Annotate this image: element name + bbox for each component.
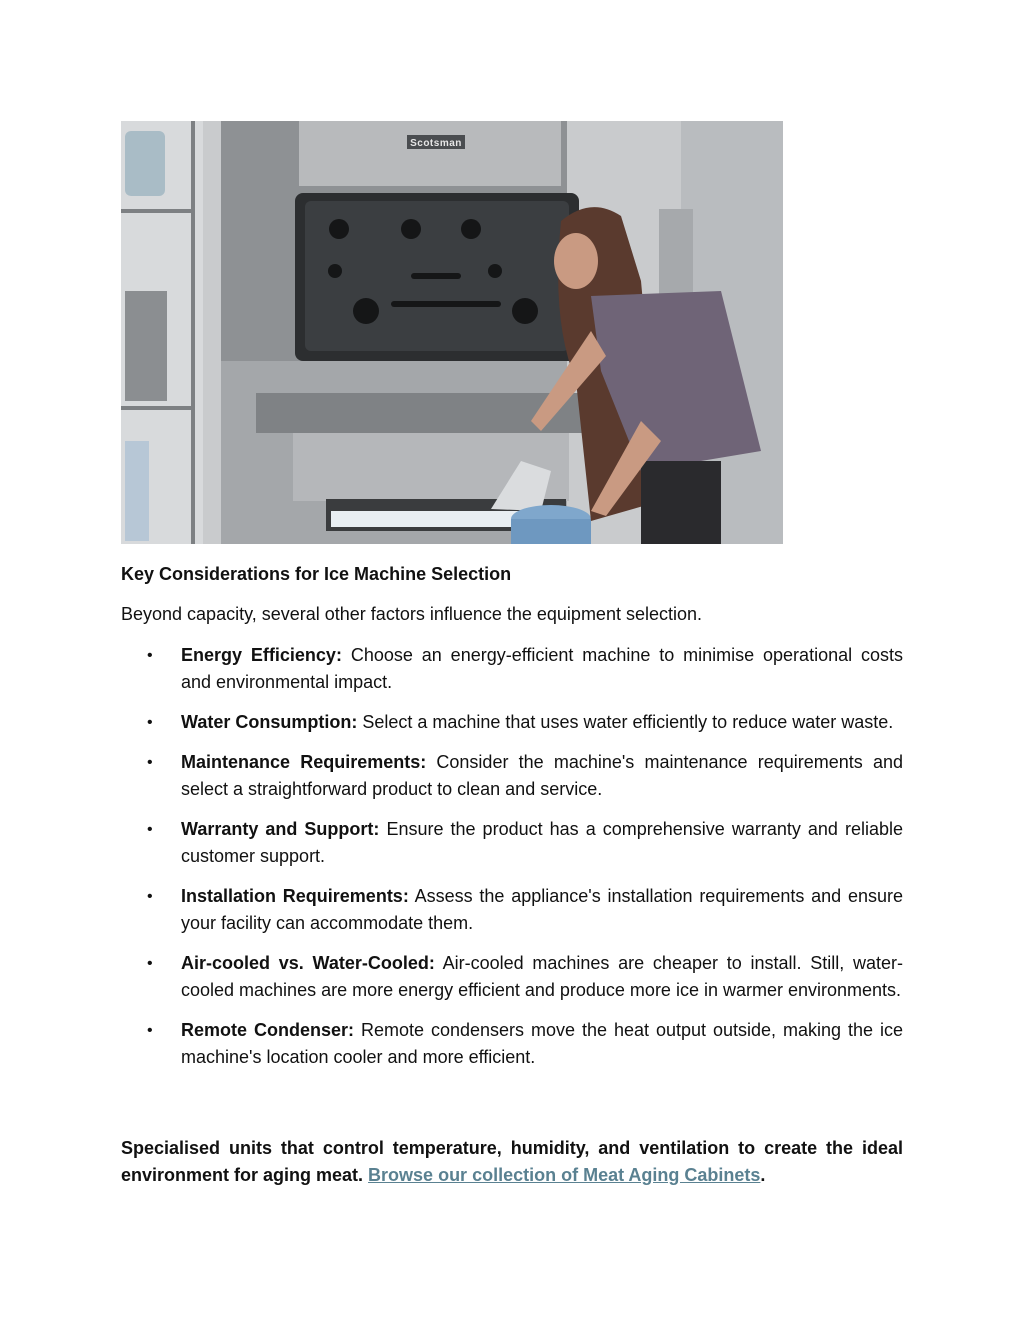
intro-paragraph: Beyond capacity, several other factors influence the equipment selection. [121, 604, 703, 624]
list-item [121, 749, 903, 803]
bullet-icon: • [147, 714, 153, 731]
bullet-icon: • [147, 821, 153, 838]
item-text: Choose an energy-efficient machine to minimise operational costs and environmental impact. [181, 645, 903, 692]
bullet-icon: • [147, 1022, 153, 1039]
section-heading: Key Considerations for Ice Machine Selection [121, 564, 512, 584]
list-item [121, 709, 903, 736]
list-item [121, 883, 903, 937]
item-term: Air-cooled vs. Water-Cooled: [181, 953, 435, 973]
item-term: Installation Requirements: [181, 886, 409, 906]
item-text: Assess the appliance's installation requirements and ensure your facility can accommodate them. [181, 886, 903, 933]
closing-text: Specialised units that control temperature, humidity, and ventilation to create the ideal environment for aging meat. [121, 1138, 903, 1185]
bullet-icon: • [147, 754, 153, 771]
list-item [121, 642, 903, 696]
scotsman-logo: Scotsman [410, 138, 462, 149]
closing-paragraph [121, 1135, 903, 1189]
bullet-icon: • [147, 888, 153, 905]
list-item [121, 1017, 903, 1071]
item-text: Select a machine that uses water efficiently to reduce water waste. [357, 712, 894, 732]
item-text: Consider the machine's maintenance requirements and select a straightforward product to clean and service. [181, 752, 903, 799]
item-term: Warranty and Support: [181, 819, 380, 839]
meat-aging-cabinets-link[interactable]: Browse our collection of Meat Aging Cabinets [368, 1165, 761, 1185]
bullet-icon: • [147, 647, 153, 664]
item-term: Energy Efficiency: [181, 645, 342, 665]
ice-machine-photo [121, 121, 783, 544]
item-text: Ensure the product has a comprehensive warranty and reliable customer support. [181, 819, 903, 866]
considerations-list [121, 642, 903, 1084]
item-term: Water Consumption: [181, 712, 358, 732]
closing-period: . [760, 1165, 766, 1185]
bullet-icon: • [147, 955, 153, 972]
item-term: Maintenance Requirements: [181, 752, 427, 772]
list-item [121, 950, 903, 1004]
list-item [121, 816, 903, 870]
item-text: Air-cooled machines are cheaper to install. Still, water-cooled machines are more energy efficient and produce more ice in warmer environments. [181, 953, 904, 1000]
item-text: Remote condensers move the heat output outside, making the ice machine's location cooler and more efficient. [181, 1020, 903, 1067]
item-term: Remote Condenser: [181, 1020, 354, 1040]
